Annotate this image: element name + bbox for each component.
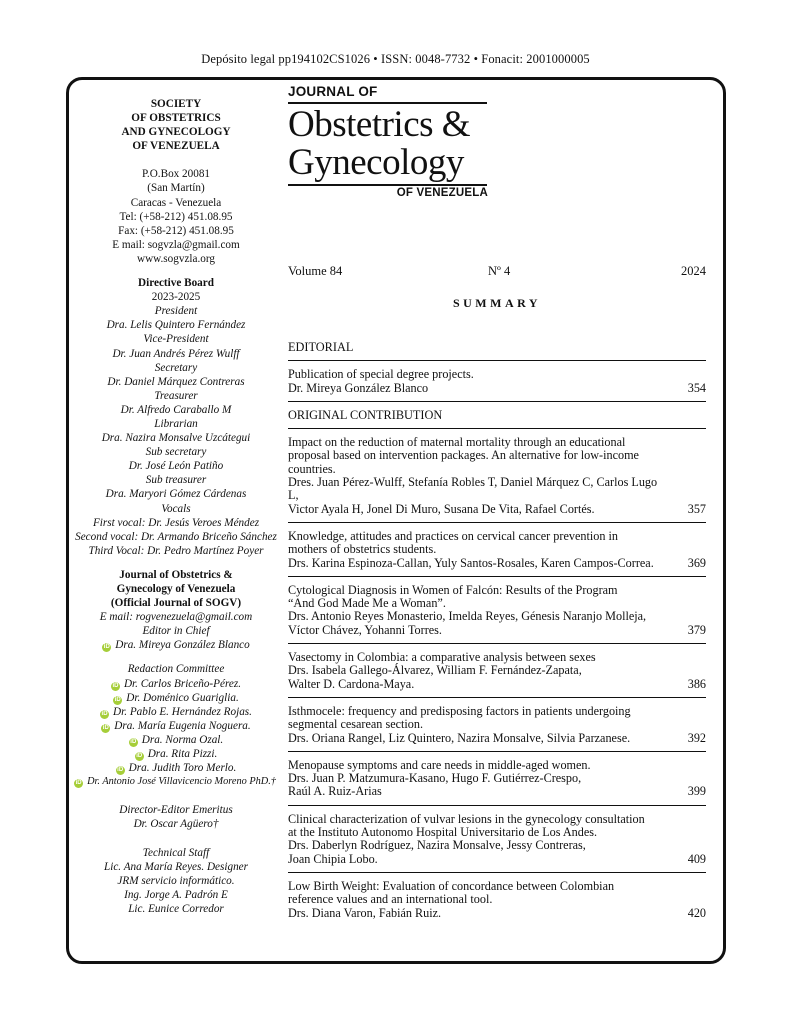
entry-line: mothers of obstetrics students. <box>288 542 437 557</box>
journal-line: Journal of Obstetrics & <box>119 568 233 581</box>
emeritus-block <box>68 803 284 831</box>
emeritus-name: Dr. Oscar Agüero† <box>133 818 219 831</box>
entry-line: Drs. Juan P. Matzumura-Kasano, Hugo F. Gutiérrez-Crespo, <box>288 771 582 786</box>
board-line: Dr. Alfredo Caraballo M <box>120 403 232 416</box>
page-number: 399 <box>687 784 706 799</box>
entry-line: Walter D. Cardona-Maya. <box>288 676 415 691</box>
table-of-contents <box>288 341 706 920</box>
section-original-contribution: ORIGINAL CONTRIBUTION <box>288 407 443 422</box>
masthead-title-line1: Obstetrics & <box>288 104 471 145</box>
section-editorial: EDITORIAL <box>288 340 354 354</box>
toc-entry[interactable] <box>288 705 706 745</box>
directive-board-list <box>68 304 284 558</box>
divider <box>288 697 706 698</box>
committee-member <box>66 775 284 789</box>
board-line: Dr. Daniel Márquez Contreras <box>107 375 245 388</box>
member-name: Dra. María Eugenia Noguera. <box>114 719 251 732</box>
page-number: 420 <box>687 905 706 920</box>
page-number: 379 <box>687 622 706 637</box>
board-line: Dr. Juan Andrés Pérez Wulff <box>112 347 240 360</box>
committee-member <box>68 705 284 719</box>
divider <box>288 401 706 402</box>
masthead-rule <box>288 184 487 186</box>
directive-board-years: 2023-2025 <box>151 291 201 304</box>
divider <box>288 360 706 361</box>
board-line: Secretary <box>154 361 198 374</box>
entry-line: countries. <box>288 461 336 476</box>
journal-line: Gynecology of Venezuela <box>116 583 236 595</box>
toc-entry[interactable] <box>288 436 706 516</box>
technical-line: Lic. Ana María Reyes. Designer <box>104 860 248 873</box>
journal-masthead <box>288 84 488 199</box>
board-line: Sub secretary <box>145 446 207 459</box>
entry-line: Joan Chipia Lobo. <box>288 851 378 866</box>
entry-line: Publication of special degree projects. <box>288 367 474 382</box>
board-line: Sub treasurer <box>145 474 207 487</box>
entry-line: Menopause symptoms and care needs in middle-aged women. <box>288 757 591 772</box>
toc-entry[interactable] <box>288 530 706 570</box>
committee-member <box>68 733 284 747</box>
address-line: P.O.Box 20081 <box>141 168 211 181</box>
editor-label: Editor in Chief <box>142 625 210 638</box>
board-line: President <box>154 305 198 318</box>
technical-label: Technical Staff <box>142 846 210 859</box>
address-line: Tel: (+58-212) 451.08.95 <box>119 210 233 223</box>
member-name: Dra. Norma Ozal. <box>141 733 224 746</box>
masthead-title-line2: Gynecology <box>288 142 464 183</box>
committee-member <box>68 761 284 775</box>
orcid-icon: iD <box>101 710 108 717</box>
member-name: Dra. Judith Toro Merlo. <box>128 762 237 775</box>
entry-line: proposal based on intervention packages. An alternative for low-income <box>288 448 639 463</box>
issue-number: Nº 4 <box>488 264 511 278</box>
entry-line: Victor Ayala H, Jonel Di Muro, Susana De Vita, Rafael Cortés. <box>288 501 595 516</box>
entry-line: Dres. Juan Pérez-Wulff, Stefanía Robles T, Daniel Márquez C, Carlos Lugo L, <box>288 475 658 503</box>
entry-line: Vasectomy in Colombia: a comparative analysis between sexes <box>288 650 596 665</box>
board-line: First vocal: Dr. Jesús Veroes Méndez <box>92 516 260 529</box>
orcid-icon: iD <box>114 696 121 703</box>
committee-member <box>68 691 284 705</box>
member-name: Dr. Doménico Guariglia. <box>126 691 239 704</box>
orcid-icon: iD <box>136 753 143 760</box>
toc-entry[interactable] <box>288 880 706 920</box>
society-line: OF VENEZUELA <box>132 140 220 153</box>
address-line: Fax: (+58-212) 451.08.95 <box>118 224 234 237</box>
page-number: 409 <box>687 851 706 866</box>
issue-volume: Volume 84 <box>288 264 343 278</box>
toc-entry[interactable] <box>288 584 706 637</box>
journal-email: E mail: rogvenezuela@gmail.com <box>99 611 253 624</box>
orcid-icon: iD <box>112 682 119 689</box>
board-line: Dra. Lelis Quintero Fernández <box>106 319 246 332</box>
page-number: 354 <box>687 380 706 395</box>
board-line: Third Vocal: Dr. Pedro Martínez Poyer <box>88 544 264 557</box>
orcid-icon: iD <box>75 780 82 787</box>
entry-line: Víctor Chávez, Yohanni Torres. <box>288 622 442 637</box>
entry-line: Drs. Oriana Rangel, Liz Quintero, Nazira Monsalve, Silvia Parzanese. <box>288 730 631 745</box>
orcid-icon: iD <box>117 767 124 774</box>
society-line: SOCIETY <box>150 98 202 110</box>
entry-line: Cytological Diagnosis in Women of Falcón: Results of the Program <box>288 582 618 597</box>
divider <box>288 428 706 429</box>
society-name <box>68 97 284 153</box>
redaction-label: Redaction Committee <box>127 663 225 676</box>
member-name: Dr. Pablo E. Hernández Rojas. <box>113 705 252 718</box>
member-name: Dr. Carlos Briceño-Pérez. <box>123 677 242 690</box>
toc-entry[interactable] <box>288 759 706 799</box>
divider <box>288 805 706 806</box>
journal-name <box>68 568 284 610</box>
society-line: OF OBSTETRICS <box>131 112 221 125</box>
entry-line: Drs. Antonio Reyes Monasterio, Imelda Reyes, Génesis Naranjo Molleja, <box>288 609 647 624</box>
editor-in-chief <box>68 638 284 652</box>
directive-board-title: Directive Board <box>138 277 214 290</box>
entry-line: at the Instituto Autonomo Hospital Universitario de Los Andes. <box>288 825 598 840</box>
page-number: 386 <box>687 676 706 691</box>
entry-line: Drs. Daberlyn Rodríguez, Nazira Monsalve, Jessy Contreras, <box>288 838 586 853</box>
entry-line: Isthmocele: frequency and predisposing factors in patients undergoing <box>288 703 631 718</box>
orcid-icon: iD <box>102 724 109 731</box>
board-line: Treasurer <box>154 389 198 402</box>
board-line: Dr. José León Patiño <box>128 460 224 473</box>
journal-line: (Official Journal of SOGV) <box>110 597 242 610</box>
page-number: 369 <box>687 555 706 570</box>
member-name: Dr. Antonio José Villavicencio Moreno PhD.† <box>87 776 276 788</box>
editor-name: Dra. Mireya González Blanco <box>115 639 250 652</box>
summary-title: SUMMARY <box>452 296 542 310</box>
legal-deposit-line: Depósito legal pp194102CS1026 • ISSN: 0048-7732 • Fonacit: 2001000005 <box>201 52 590 66</box>
entry-line: reference values and an international tool. <box>288 892 493 907</box>
entry-line: Drs. Karina Espinoza-Callan, Yuly Santos-Rosales, Karen Campos-Correa. <box>288 555 654 570</box>
committee-member <box>68 747 284 761</box>
address-line: E mail: sogvzla@gmail.com <box>112 238 240 251</box>
address-line: www.sogvzla.org <box>137 252 215 265</box>
member-name: Dra. Rita Pizzi. <box>147 748 218 761</box>
redaction-committee <box>68 677 284 790</box>
divider <box>288 872 706 873</box>
orcid-icon: iD <box>130 738 137 745</box>
entry-line: Low Birth Weight: Evaluation of concordance between Colombian <box>288 878 615 893</box>
masthead-bottom: OF VENEZUELA <box>396 187 488 199</box>
issue-year: 2024 <box>681 264 706 278</box>
technical-line: Ing. Jorge A. Padrón E <box>124 888 228 901</box>
entry-line: Impact on the reduction of maternal mortality through an educational <box>288 435 626 450</box>
board-line: Librarian <box>154 417 198 430</box>
toc-entry[interactable] <box>288 813 706 866</box>
toc-entry[interactable] <box>288 651 706 691</box>
divider <box>288 643 706 644</box>
address-line: (San Martín) <box>147 182 205 195</box>
board-line: Second vocal: Dr. Armando Briceño Sánchez <box>75 530 277 543</box>
orcid-icon: iD <box>103 644 110 651</box>
entry-line: Dr. Mireya González Blanco <box>288 380 429 395</box>
address-line: Caracas - Venezuela <box>130 196 222 209</box>
divider <box>288 751 706 752</box>
masthead-top: JOURNAL OF <box>288 84 378 99</box>
board-line: Dra. Nazira Monsalve Uzcátegui <box>101 432 251 445</box>
board-line: Dra. Maryori Gómez Cárdenas <box>105 488 247 501</box>
entry-line: Raúl A. Ruiz-Arias <box>288 784 382 799</box>
divider <box>288 576 706 577</box>
entry-line: Drs. Diana Varon, Fabián Ruiz. <box>288 905 442 920</box>
committee-member <box>68 677 284 691</box>
technical-staff <box>68 846 284 916</box>
committee-member <box>68 719 284 733</box>
toc-entry-editorial[interactable] <box>288 368 706 395</box>
entry-line: segmental cesarean section. <box>288 717 424 732</box>
society-line: AND GYNECOLOGY <box>121 126 231 139</box>
technical-line: Lic. Eunice Corredor <box>128 902 224 915</box>
entry-line: “And God Made Me a Woman”. <box>288 596 446 611</box>
page-number: 392 <box>687 730 706 745</box>
society-address <box>68 167 284 266</box>
entry-line: Drs. Isabela Gallego-Álvarez, William F. Fernández-Zapata, <box>288 663 582 678</box>
divider <box>288 522 706 523</box>
entry-line: Knowledge, attitudes and practices on cervical cancer prevention in <box>288 528 618 543</box>
board-line: Vice-President <box>143 333 209 346</box>
page-number: 357 <box>687 501 706 516</box>
sidebar <box>68 97 284 916</box>
entry-line: Clinical characterization of vulvar lesions in the gynecology consultation <box>288 811 645 826</box>
emeritus-label: Director-Editor Emeritus <box>119 804 233 817</box>
board-line: Vocals <box>161 502 191 515</box>
technical-line: JRM servicio informático. <box>117 874 235 887</box>
